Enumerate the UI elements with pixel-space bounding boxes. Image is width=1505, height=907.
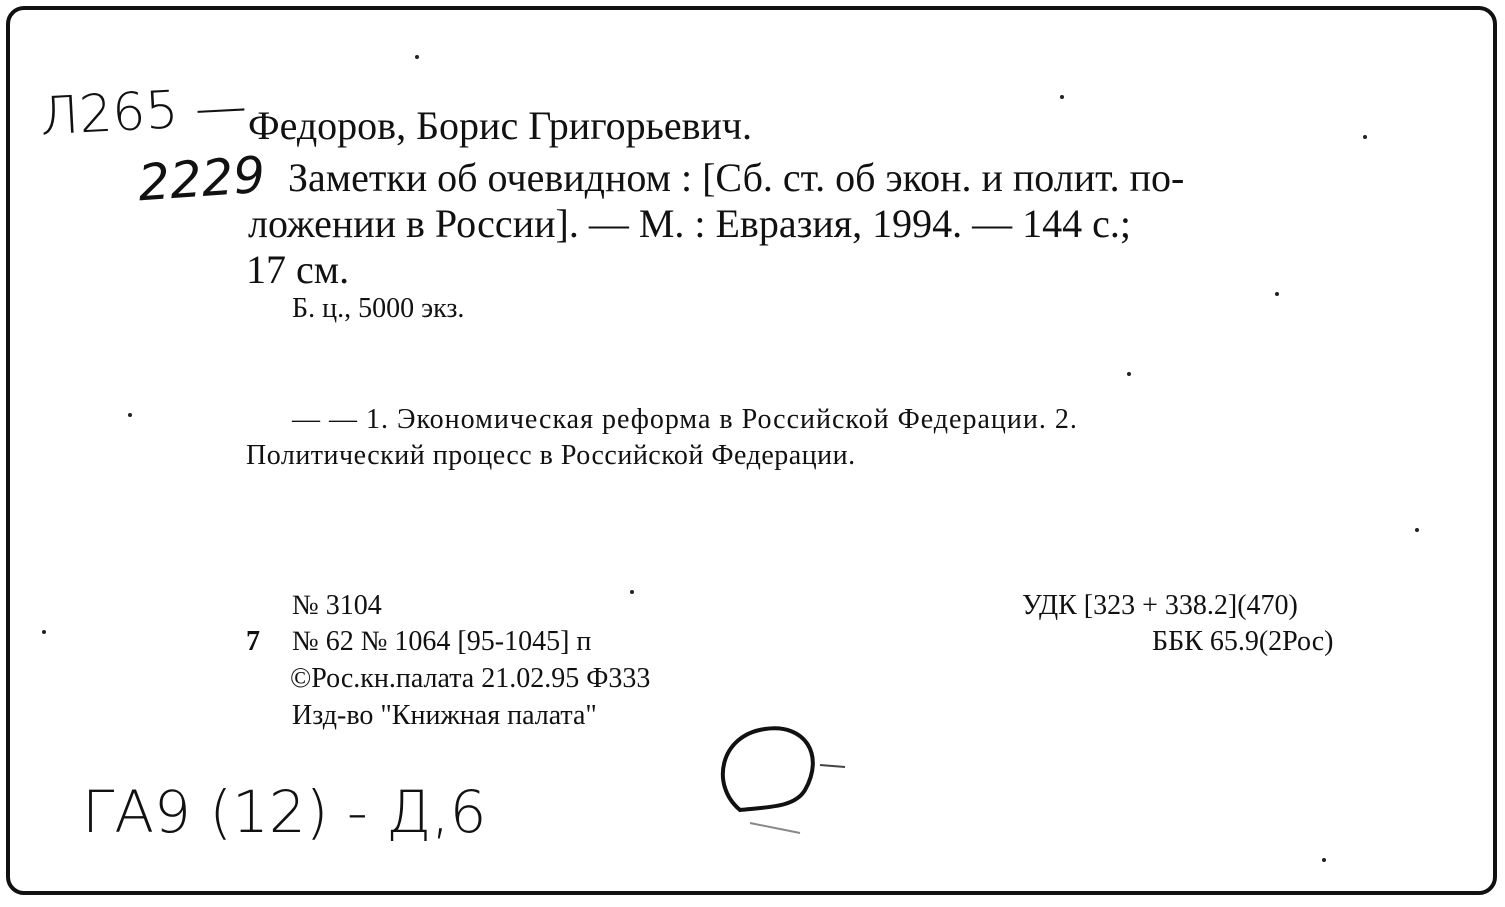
scan-speck	[630, 590, 634, 594]
udk-code: УДК [323 + 338.2](470)	[1022, 590, 1298, 621]
handwritten-call-number: Л265 —	[38, 76, 249, 148]
scan-speck	[1060, 95, 1064, 99]
scan-speck	[1127, 372, 1131, 376]
handwritten-card-number: 2229	[136, 145, 268, 213]
scan-speck	[128, 413, 132, 417]
bbk-code: ББК 65.9(2Рос)	[1152, 626, 1334, 657]
number-prefix: 7	[246, 626, 260, 657]
price-circulation: Б. ц., 5000 экз.	[292, 293, 465, 324]
title-line-3: 17 см.	[246, 247, 350, 292]
handwritten-location-mark: ГА9 (12) - Д,6	[82, 778, 487, 846]
title-line-1: Заметки об очевидном : [Сб. ст. об экон. и полит. по-	[288, 155, 1185, 200]
scan-speck	[1415, 528, 1419, 532]
title-line-2: ложении в России]. — М. : Евразия, 1994. — 144 с.;	[248, 201, 1132, 246]
scan-speck	[1363, 135, 1367, 139]
record-number: № 3104	[292, 590, 382, 621]
hand-drawn-circle	[700, 715, 870, 845]
copyright-line: ©Рос.кн.палата 21.02.95 Ф333	[290, 663, 651, 694]
publisher-line: Изд-во "Книжная палата"	[292, 700, 597, 731]
subjects-line-1: — — 1. Экономическая реформа в Российской Федерации. 2.	[292, 404, 1078, 435]
scan-speck	[1275, 292, 1279, 296]
author-heading: Федоров, Борис Григорьевич.	[248, 103, 753, 148]
scan-speck	[1322, 858, 1326, 862]
scan-speck	[42, 630, 46, 634]
scan-speck	[415, 55, 419, 59]
register-numbers: № 62 № 1064 [95-1045] п	[292, 626, 592, 657]
subjects-line-2: Политический процесс в Российской Федерации.	[246, 440, 856, 471]
